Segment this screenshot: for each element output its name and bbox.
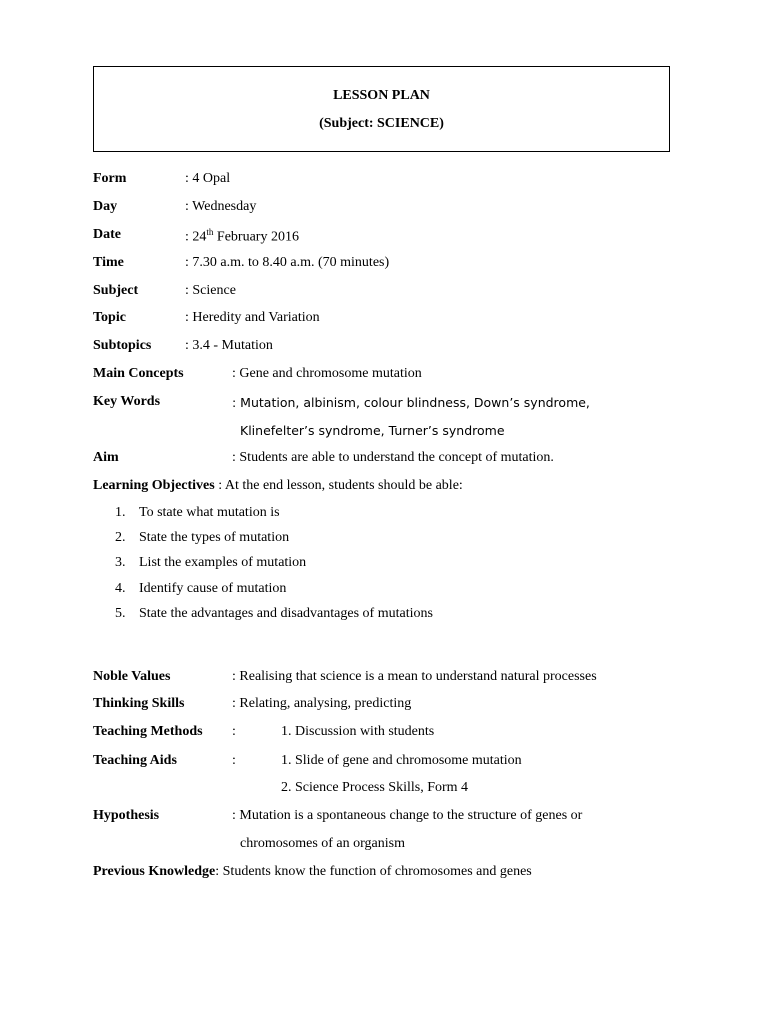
learning-objectives-row — [93, 478, 463, 494]
list-item-number: 4. — [115, 581, 126, 596]
learning-objectives-label: Learning Objectives — [93, 478, 215, 493]
page-title: LESSON PLAN — [333, 88, 430, 103]
noble-values-value: : Realising that science is a mean to understand natural processes — [232, 669, 597, 684]
key-words-label: Key Words — [93, 394, 161, 409]
topic-label: Topic — [93, 310, 126, 325]
list-item-text: To state what mutation is — [139, 505, 280, 520]
hypothesis-value-line1: : Mutation is a spontaneous change to the structure of genes or — [232, 808, 583, 823]
form-value: : 4 Opal — [185, 171, 231, 186]
subtopics-value: : 3.4 - Mutation — [185, 338, 273, 353]
hypothesis-value-line2: chromosomes of an organism — [240, 836, 405, 851]
list-item — [115, 555, 306, 571]
list-item-text: List the examples of mutation — [139, 555, 307, 570]
teaching-aids-label: Teaching Aids — [93, 753, 177, 768]
previous-knowledge-label: Previous Knowledge — [93, 864, 216, 879]
hypothesis-label: Hypothesis — [93, 808, 160, 823]
noble-values-label: Noble Values — [93, 669, 171, 684]
list-item-text: Identify cause of mutation — [139, 581, 287, 596]
date-value — [185, 227, 299, 246]
list-item — [115, 606, 433, 622]
previous-knowledge-value: : Students know the function of chromosomes and genes — [215, 864, 532, 879]
learning-objectives-intro: : At the end lesson, students should be able: — [218, 478, 463, 493]
list-item-number: 2. — [115, 530, 126, 545]
list-item-number: 1. — [115, 505, 126, 520]
list-item-text: State the advantages and disadvantages of mutations — [139, 606, 433, 621]
teaching-methods-colon: : — [232, 724, 236, 739]
subject-label: Subject — [93, 283, 139, 298]
title-box — [93, 66, 670, 152]
date-ordinal: th — [206, 227, 214, 237]
date-day: : 24 — [185, 229, 207, 245]
list-item-text: State the types of mutation — [139, 530, 290, 545]
list-item-number: 3. — [115, 555, 126, 570]
previous-knowledge-row — [93, 864, 532, 880]
key-words-value-line2: Klinefelter’s syndrome, Turner’s syndrome — [240, 423, 505, 438]
aim-value: : Students are able to understand the concept of mutation. — [232, 450, 554, 465]
aim-label: Aim — [93, 450, 119, 465]
teaching-aids-item-2: 2. Science Process Skills, Form 4 — [281, 780, 469, 795]
date-label: Date — [93, 227, 121, 242]
main-concepts-value: : Gene and chromosome mutation — [232, 366, 422, 381]
topic-value: : Heredity and Variation — [185, 310, 320, 325]
form-label: Form — [93, 171, 127, 186]
key-words-value-line1: : Mutation, albinism, colour blindness, Down’s syndrome, — [232, 395, 590, 410]
thinking-skills-label: Thinking Skills — [93, 696, 185, 711]
list-item — [115, 505, 280, 521]
subject-value: : Science — [185, 283, 236, 298]
time-value: : 7.30 a.m. to 8.40 a.m. (70 minutes) — [185, 255, 390, 270]
teaching-methods-label: Teaching Methods — [93, 724, 203, 739]
subtopics-label: Subtopics — [93, 338, 152, 353]
day-value: : Wednesday — [185, 199, 257, 214]
list-item — [115, 530, 289, 546]
page-subtitle: (Subject: SCIENCE) — [319, 116, 444, 131]
date-month-year: February 2016 — [213, 229, 299, 245]
main-concepts-label: Main Concepts — [93, 366, 184, 381]
list-item — [115, 581, 286, 597]
teaching-aids-item-1: 1. Slide of gene and chromosome mutation — [281, 753, 522, 768]
teaching-methods-item: 1. Discussion with students — [281, 724, 435, 739]
day-label: Day — [93, 199, 118, 214]
list-item-number: 5. — [115, 606, 126, 621]
thinking-skills-value: : Relating, analysing, predicting — [232, 696, 412, 711]
time-label: Time — [93, 255, 124, 270]
teaching-aids-colon: : — [232, 753, 236, 768]
